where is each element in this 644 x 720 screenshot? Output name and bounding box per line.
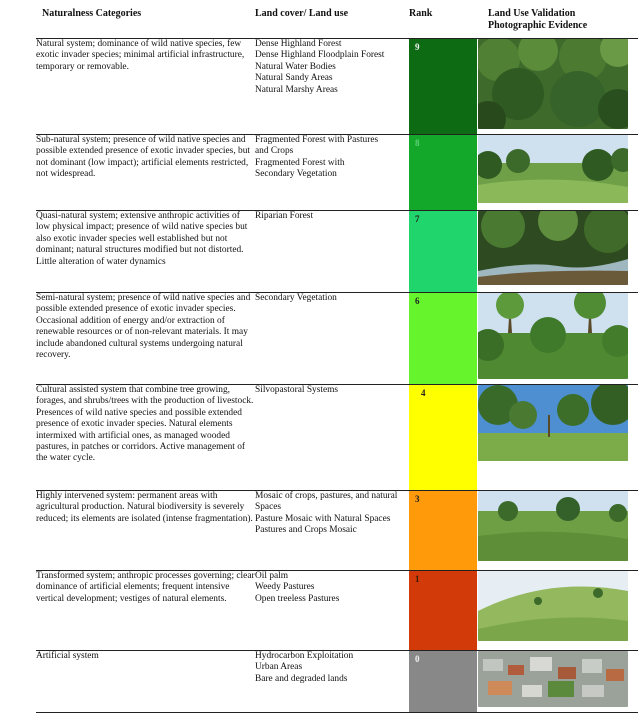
table-row [36, 39, 638, 135]
rank-value: 1 [415, 574, 420, 584]
naturalness-category-description: Sub-natural system; presence of wild native species and possible extended presence of exotic invader species, but not dominant (low impact); artificial elements restricted, not widespread. [36, 135, 250, 180]
rank-value: 6 [415, 296, 420, 306]
land-use-item: Pastures and Crops Mosaic [255, 525, 357, 536]
rank-cell [407, 491, 478, 571]
land-use-item: Silvopastoral Systems [255, 385, 339, 395]
rank-value: 9 [415, 42, 420, 52]
rank-cell [407, 571, 478, 651]
table-row [36, 293, 638, 385]
land-use-item: Natural Water Bodies [255, 61, 336, 72]
rank-color-box [409, 211, 477, 292]
photo-cell [478, 135, 638, 211]
naturalness-table-page [36, 8, 638, 718]
rank-value: 3 [415, 494, 420, 504]
land-use-item: Hydrocarbon Exploitation [255, 651, 354, 661]
photo-cell [478, 293, 638, 385]
rank-cell [407, 39, 478, 135]
rank-value: 0 [415, 654, 420, 664]
land-use-list [255, 651, 407, 713]
rank-color-box [409, 385, 477, 490]
land-use-item: Open treeless Pastures [255, 593, 340, 604]
fragmented-forest-photo [478, 135, 628, 203]
table-row [36, 571, 638, 651]
header-rank: Rank [407, 8, 478, 39]
photo-cell [478, 385, 638, 491]
land-use-list [255, 491, 407, 571]
land-use-list [255, 39, 407, 135]
rank-value: 7 [415, 214, 420, 224]
header-naturalness-categories: Naturalness Categories [36, 8, 255, 39]
rank-color-box [409, 571, 477, 650]
land-use-item: and Crops [255, 146, 294, 157]
rank-color-box [409, 293, 477, 384]
photo-cell [478, 211, 638, 293]
land-use-item: Oil palm [255, 571, 289, 581]
rank-cell [407, 293, 478, 385]
table-row [36, 385, 638, 491]
open-pasture-photo [478, 571, 628, 641]
land-use-item: Bare and degraded lands [255, 673, 348, 684]
land-use-list [255, 135, 407, 211]
land-use-item: Secondary Vegetation [255, 169, 337, 180]
header-photographic-evidence [478, 8, 638, 39]
pasture-mosaic-photo [478, 491, 628, 561]
rank-cell [407, 211, 478, 293]
land-use-list [255, 293, 407, 385]
table-row [36, 651, 638, 713]
dense-forest-photo [478, 39, 628, 129]
land-use-item: Fragmented Forest with [255, 157, 345, 168]
rank-color-box [409, 39, 477, 134]
photo-cell [478, 571, 638, 651]
land-use-item: Natural Sandy Areas [255, 73, 333, 84]
naturalness-category-description: Transformed system; anthropic processes governing; clear dominance of artificial elements; frequent intensive vertical development; vestiges of natural elements. [36, 571, 255, 604]
naturalness-category-description: Artificial system [36, 651, 99, 661]
rank-cell [407, 135, 478, 211]
table-row [36, 491, 638, 571]
land-use-item: Dense Highland Floodplain Forest [255, 50, 385, 61]
land-use-list [255, 571, 407, 651]
land-use-item: Fragmented Forest with Pastures [255, 135, 379, 145]
rank-color-box [409, 651, 477, 712]
photo-cell [478, 491, 638, 571]
photo-cell [478, 39, 638, 135]
land-use-list [255, 211, 407, 293]
header-land-cover: Land cover/ Land use [255, 8, 407, 39]
riparian-forest-photo [478, 211, 628, 285]
land-use-item: Pasture Mosaic with Natural Spaces [255, 513, 391, 524]
table-row [36, 135, 638, 211]
table-body [36, 39, 638, 713]
rank-cell [407, 651, 478, 713]
naturalness-category-description: Semi-natural system; presence of wild native species and possible extended presence of exotic invader species. Occasional addition of energy and/or extraction of renewable resources or of non-relevant materials. It may include abandoned cultural systems undergoing natural recovery. [36, 293, 251, 361]
naturalness-category-description: Cultural assisted system that combine tree growing, forages, and shrubs/trees with the production of livestock. Presences of wild native species and possible extended presence of exotic invader species. Natural elements intermixed with artificial ones, as managed wooded pastures, in patches or corridors. Active management of the water cycle. [36, 385, 254, 464]
rank-value: 4 [421, 388, 426, 398]
header-photo-line2: Photographic Evidence [488, 20, 588, 31]
naturalness-category-description: Natural system; dominance of wild native species, few exotic invader species; minimal artificial infrastructure, temporary or removable. [36, 39, 245, 72]
silvopastoral-photo [478, 385, 628, 461]
land-use-item: Dense Highland Forest [255, 39, 342, 49]
land-use-item: Riparian Forest [255, 211, 314, 221]
naturalness-category-description: Quasi-natural system; extensive anthropic activities of low physical impact; presence of wild native species but also exotic invader species well established but not dominant; natural structures modified but not distorted. Little alteration of water dynamics [36, 211, 248, 267]
secondary-vegetation-photo [478, 293, 628, 379]
rank-cell [407, 385, 478, 491]
land-use-item: Mosaic of crops, pastures, and natural Spaces [255, 491, 398, 513]
header-photo-line1: Land Use Validation [488, 8, 576, 19]
rank-color-box [409, 135, 477, 210]
land-use-item: Weedy Pastures [255, 582, 315, 593]
table-header-row [36, 8, 638, 39]
land-use-item: Natural Marshy Areas [255, 84, 338, 95]
land-use-item: Urban Areas [255, 662, 303, 673]
photo-cell [478, 651, 638, 713]
naturalness-category-description: Highly intervened system: permanent areas with agricultural production. Natural biodiversity is severely reduced; its elements are isolated (intense fragmentation). [36, 491, 253, 524]
urban-area-photo [478, 651, 628, 707]
land-use-item: Secondary Vegetation [255, 293, 337, 303]
land-use-list [255, 385, 407, 491]
rank-value: 8 [415, 138, 420, 148]
rank-color-box [409, 491, 477, 570]
table-row [36, 211, 638, 293]
naturalness-table [36, 8, 638, 713]
